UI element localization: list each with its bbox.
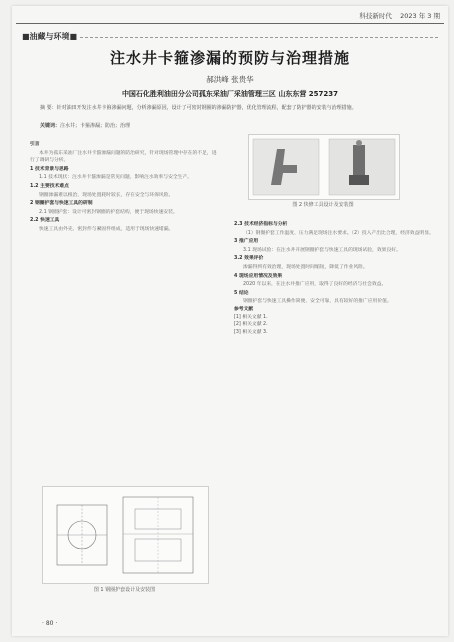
- journal-name: 科技新时代: [359, 12, 392, 20]
- figure-1-drawing: [43, 487, 208, 583]
- keywords-text: 注水井；卡箍渗漏；防治；治理: [60, 123, 131, 129]
- section-heading: 2.3 技术经济指标与分析: [234, 222, 288, 227]
- section-text: 2020 年以来，在注水井推广应用，取得了良好的经济与社会效益。: [243, 282, 387, 288]
- section-heading: 2.2 快速工具: [30, 218, 60, 224]
- section-tag: ■油藏与环境■: [22, 32, 78, 41]
- article-abstract: 摘 要：针对油田开发注水井卡箍渗漏问题，分析渗漏原因，设计了可密封钢圈的渗漏防护器，优化管理流程，配套了防护器的安装与治理措施。: [40, 105, 357, 111]
- article-keywords: [40, 122, 430, 129]
- section-text: （1）钢圈护套工作温度、压力满足现场注水要求。（2）投入产出比合理，经济效益明显。: [243, 230, 434, 236]
- page-number: · 80 ·: [42, 620, 58, 627]
- article-page: [12, 6, 448, 636]
- reference-item: [2] 相关文献 2.: [234, 322, 268, 328]
- keywords-label: 关键词：: [40, 123, 61, 129]
- article-authors: 郝洪峰 张贵华: [206, 75, 254, 84]
- figure-2-caption: 图 2 快修工具设计及安装图: [292, 202, 354, 208]
- section-heading: 3.2 效果评价: [234, 256, 264, 262]
- figure-2-photos: [249, 135, 399, 199]
- issue-label: 2023 年 3 期: [400, 12, 440, 20]
- header-rule: [16, 23, 444, 24]
- reference-item: [1] 相关文献 1.: [234, 314, 268, 320]
- figure-1: [42, 486, 209, 584]
- references-heading: 参考文献: [234, 306, 254, 312]
- section-text: 2.1 钢圈护套：设计可密封钢圈的护套结构，便于现场快速安装。: [39, 209, 178, 215]
- figure-2: [248, 134, 400, 200]
- intro-heading: 引言: [30, 142, 40, 147]
- section-heading: 4 现场应用情况及效果: [234, 273, 283, 279]
- running-header: [12, 10, 448, 24]
- figure-1-caption: 图 1 钢圈护套设计及安装图: [93, 587, 156, 593]
- intro-text: 本井为孤东采油厂注水井卡箍渗漏问题的防治研究，针对现场管理中存在的不足，进行了调研与分析。: [30, 150, 217, 164]
- reference-item: [3] 相关文献 3.: [234, 329, 268, 335]
- section-heading: 2 钢圈护套与快速工具的研制: [30, 201, 93, 207]
- section-heading: 1.2 主要技术难点: [30, 183, 69, 189]
- section-text: 3.1 现场试验：在注水井开展钢圈护套与快速工具的现场试验，效果良好。: [243, 247, 401, 253]
- right-column: [234, 220, 434, 336]
- left-column: [30, 140, 218, 234]
- article-affiliation: 中国石化胜利油田分公司孤东采油厂采油管理三区 山东东营 257237: [121, 90, 339, 98]
- journal-issue: [359, 11, 440, 20]
- section-heading: 3 推广应用: [234, 239, 259, 245]
- section-text: 1.1 技术现状：注水井卡箍渗漏是常见问题，影响注水效率与安全生产。: [39, 175, 193, 181]
- section-text: 钢圈护套与快速工具操作简便、安全可靠，具有较好的推广应用价值。: [243, 299, 392, 305]
- section-text: 渗漏得到有效治理，现场处置时间缩短，降低了作业风险。: [243, 264, 368, 270]
- section-heading: 5 结论: [234, 290, 249, 296]
- section-divider: [80, 37, 438, 38]
- article-title: 注水井卡箍渗漏的预防与治理措施: [109, 49, 350, 67]
- section-heading: 1 技术背景与思路: [30, 166, 69, 172]
- section-text: 钢圈渗漏难以根治，现场处置耗时较长，存在安全与环保风险。: [39, 192, 174, 198]
- section-text: 快速工具由外壳、密封件与紧固件组成，适用于现场快速堵漏。: [39, 226, 174, 232]
